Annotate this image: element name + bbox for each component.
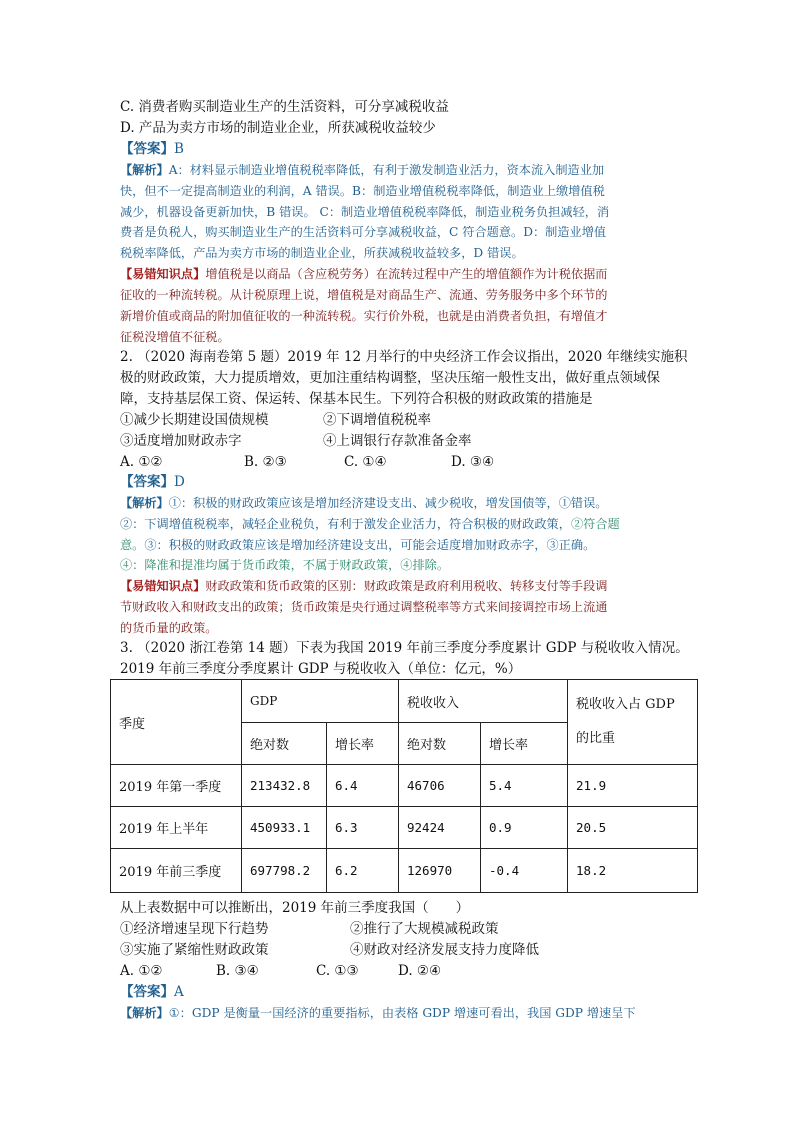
gdp-tax-table — [110, 679, 698, 893]
analysis-line: 税税率降低，产品为卖方市场的制造业企业，所获减税收益较多，D 错误。 — [120, 246, 524, 260]
header-gdp: GDP — [242, 680, 399, 723]
q2-item: ②下调增值税税率 — [323, 412, 431, 428]
q2-stem: 障，支持基层保工资、保运转、保基本民生。下列符合积极的财政政策的措施是 — [120, 391, 593, 407]
analysis-line: 【解析】A：材料显示制造业增值税税率降低，有利于激发制造业活力，资本流入制造业加 — [120, 163, 605, 177]
q3-item: ③实施了紧缩性财政政策 — [120, 942, 269, 958]
q2-item: ①减少长期建设国债规模 — [120, 412, 269, 428]
header-season: 季度 — [111, 680, 242, 765]
knowledge-line: 征税没增值不征税。 — [120, 330, 230, 344]
q2-choice: B. ②③ — [244, 454, 287, 470]
q3-item: ①经济增速呈现下行趋势 — [120, 921, 269, 937]
answer-value: A — [174, 984, 184, 1000]
header-gdp-abs: 绝对数 — [242, 723, 327, 765]
table-row: 2019 年上半年 450933.1 6.3 92424 0.9 20.5 — [111, 807, 698, 849]
q3-choice: B. ③④ — [216, 963, 259, 979]
q2-choice: A. ①② — [120, 454, 163, 470]
analysis-label: 【解析】 — [120, 1006, 169, 1020]
knowledge-label: 【易错知识点】 — [120, 579, 206, 593]
q3-choice: C. ①③ — [316, 963, 359, 979]
analysis-line: 【解析】①：积极的财政政策应该是增加经济建设支出、减少税收，增发国债等，①错误。 — [120, 496, 608, 510]
answer-label: 【答案】 — [120, 474, 174, 490]
analysis-line: ②：下调增值税税率，减轻企业税负，有利于激发企业活力，符合积极的财政政策，②符合题 — [120, 517, 620, 531]
answer-value: D — [174, 474, 185, 490]
analysis-line: 快，但不一定提高制造业的利润，A 错误。B：制造业增值税税率降低，制造业上缴增值税 — [120, 184, 605, 198]
header-tax-rate: 增长率 — [481, 723, 568, 765]
header-ratio: 税收收入占 GDP 的比重 — [568, 680, 698, 765]
answer-line — [120, 982, 184, 1002]
knowledge-line: 【易错知识点】增值税是以商品（含应税劳务）在流转过程中产生的增值额作为计税依据而 — [120, 267, 608, 281]
q2-item: ③适度增加财政赤字 — [120, 433, 242, 449]
knowledge-line: 的货币量的政策。 — [120, 621, 218, 635]
q3-item: ④财政对经济发展支持力度降低 — [350, 942, 539, 958]
q3-stem: 3. （2020 浙江卷第 14 题）下表为我国 2019 年前三季度分季度累计 GDP 与税收收入情况。 — [120, 640, 689, 656]
answer-line — [120, 472, 185, 492]
table-row: 2019 年第一季度 213432.8 6.4 46706 5.4 21.9 — [111, 765, 698, 807]
header-tax: 税收收入 — [399, 680, 568, 723]
option-d: D. 产品为卖方市场的制造业企业，所获减税收益较少 — [120, 120, 436, 136]
answer-label: 【答案】 — [120, 141, 174, 157]
knowledge-label: 【易错知识点】 — [120, 267, 206, 281]
analysis-line: 意。③：积极的财政政策应该是增加经济建设支出，可能会适度增加财政赤字，③正确。 — [120, 538, 596, 552]
header-tax-abs: 绝对数 — [399, 723, 481, 765]
q3-choice: D. ②④ — [398, 963, 442, 979]
q3-choice: A. ①② — [120, 963, 163, 979]
q2-item: ④上调银行存款准备金率 — [323, 433, 472, 449]
knowledge-line: 征收的一种流转税。从计税原理上说，增值税是对商品生产、流通、劳务服务中多个环节的 — [120, 288, 608, 302]
analysis-line: ④：降准和提准均属于货币政策，不属于财政政策，④排除。 — [120, 558, 450, 572]
table-title: 2019 年前三季度分季度累计 GDP 与税收收入（单位：亿元，%） — [120, 661, 522, 677]
analysis-line: 【解析】①：GDP 是衡量一国经济的重要指标，由表格 GDP 增速可看出，我国 GDP 增速呈下 — [120, 1006, 636, 1020]
header-gdp-rate: 增长率 — [327, 723, 399, 765]
analysis-label: 【解析】 — [120, 496, 169, 510]
knowledge-line: 【易错知识点】财政政策和货币政策的区别：财政政策是政府利用税收、转移支付等手段调 — [120, 579, 608, 593]
q2-stem: 极的财政政策，大力提质增效，更加注重结构调整，坚决压缩一般性支出，做好重点领域保 — [120, 370, 660, 386]
table-row: 2019 年前三季度 697798.2 6.2 126970 -0.4 18.2 — [111, 849, 698, 893]
q2-choice: C. ①④ — [344, 454, 387, 470]
knowledge-line: 新增价值或商品的附加值征收的一种流转税。实行价外税，也就是由消费者负担，有增值才 — [120, 309, 608, 323]
option-c: C. 消费者购买制造业生产的生活资料，可分享减税收益 — [120, 99, 449, 115]
answer-line — [120, 139, 184, 159]
answer-label: 【答案】 — [120, 984, 174, 1000]
q2-stem: 2. （2020 海南卷第 5 题）2019 年 12 月举行的中央经济工作会议指出，2020 年继续实施积 — [120, 349, 688, 365]
answer-value: B — [174, 141, 184, 157]
q3-ask: 从上表数据中可以推断出，2019 年前三季度我国（ ） — [120, 900, 470, 916]
q2-choice: D. ③④ — [451, 454, 495, 470]
q3-item: ②推行了大规模减税政策 — [350, 921, 499, 937]
knowledge-line: 节财政收入和财政支出的政策；货币政策是央行通过调整税率等方式来间接调控市场上流通 — [120, 600, 608, 614]
analysis-line: 减少，机器设备更新加快，B 错误。 C：制造业增值税税率降低，制造业税务负担减轻，消 — [120, 205, 610, 219]
analysis-label: 【解析】 — [120, 163, 169, 177]
analysis-line: 费者是负税人，购买制造业生产的生活资料可分享减税收益，C 符合题意。D：制造业增值 — [120, 225, 607, 239]
